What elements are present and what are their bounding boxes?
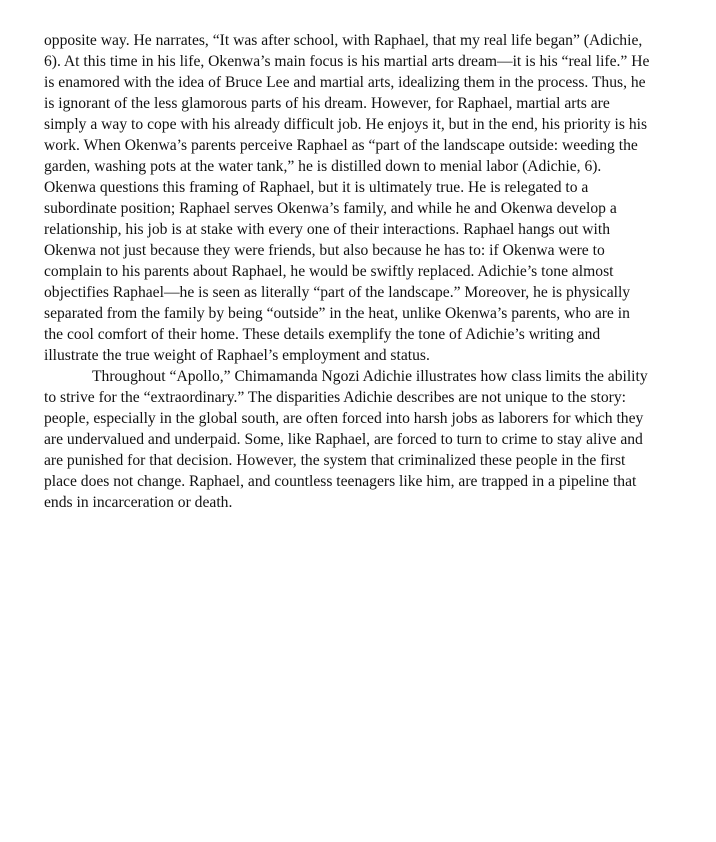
text-line: illustrate the true weight of Raphael’s employment and status. xyxy=(44,347,430,364)
text-line: objectifies Raphael—he is seen as literally “part of the landscape.” Moreover, he is physically xyxy=(44,284,631,301)
text-line: separated from the family by being “outside” in the heat, unlike Okenwa’s parents, who are in xyxy=(44,305,630,322)
text-line: Okenwa questions this framing of Raphael, but it is ultimately true. He is relegated to a xyxy=(44,179,589,196)
text-line: people, especially in the global south, are often forced into harsh jobs as laborers for which they xyxy=(44,410,644,427)
text-line: place does not change. Raphael, and countless teenagers like him, are trapped in a pipeline that xyxy=(44,473,637,490)
text-line: the cool comfort of their home. These details exemplify the tone of Adichie’s writing and xyxy=(44,326,601,343)
text-line: Okenwa not just because they were friends, but also because he has to: if Okenwa were to xyxy=(44,242,605,259)
text-line: is ignorant of the less glamorous parts of his dream. However, for Raphael, martial arts are xyxy=(44,95,610,112)
text-line: opposite way. He narrates, “It was after school, with Raphael, that my real life began” (Adichie, xyxy=(44,32,643,49)
paragraph-1 xyxy=(44,30,684,366)
body-text xyxy=(44,30,684,513)
text-line: complain to his parents about Raphael, he would be swiftly replaced. Adichie’s tone almost xyxy=(44,263,614,280)
text-line: are undervalued and underpaid. Some, like Raphael, are forced to turn to crime to stay alive and xyxy=(44,431,643,448)
text-line: garden, washing pots at the water tank,” he is distilled down to menial labor (Adichie, 6). xyxy=(44,158,602,175)
text-line: to strive for the “extraordinary.” The disparities Adichie describes are not unique to the story: xyxy=(44,389,626,406)
text-line: simply a way to cope with his already difficult job. He enjoys it, but in the end, his priority is his xyxy=(44,116,648,133)
paragraph-2 xyxy=(44,366,684,513)
text-line: Throughout “Apollo,” Chimamanda Ngozi Adichie illustrates how class limits the ability xyxy=(92,368,648,385)
text-line: ends in incarceration or death. xyxy=(44,494,233,511)
text-line: relationship, his job is at stake with every one of their interactions. Raphael hangs out with xyxy=(44,221,611,238)
text-line: 6). At this time in his life, Okenwa’s main focus is his martial arts dream—it is his “real life.” He xyxy=(44,53,650,70)
text-line: is enamored with the idea of Bruce Lee and martial arts, idealizing them in the process. Thus, he xyxy=(44,74,646,91)
text-line: work. When Okenwa’s parents perceive Raphael as “part of the landscape outside: weeding the xyxy=(44,137,638,154)
text-line: subordinate position; Raphael serves Okenwa’s family, and while he and Okenwa develop a xyxy=(44,200,617,217)
text-line: are punished for that decision. However, the system that criminalized these people in the first xyxy=(44,452,626,469)
